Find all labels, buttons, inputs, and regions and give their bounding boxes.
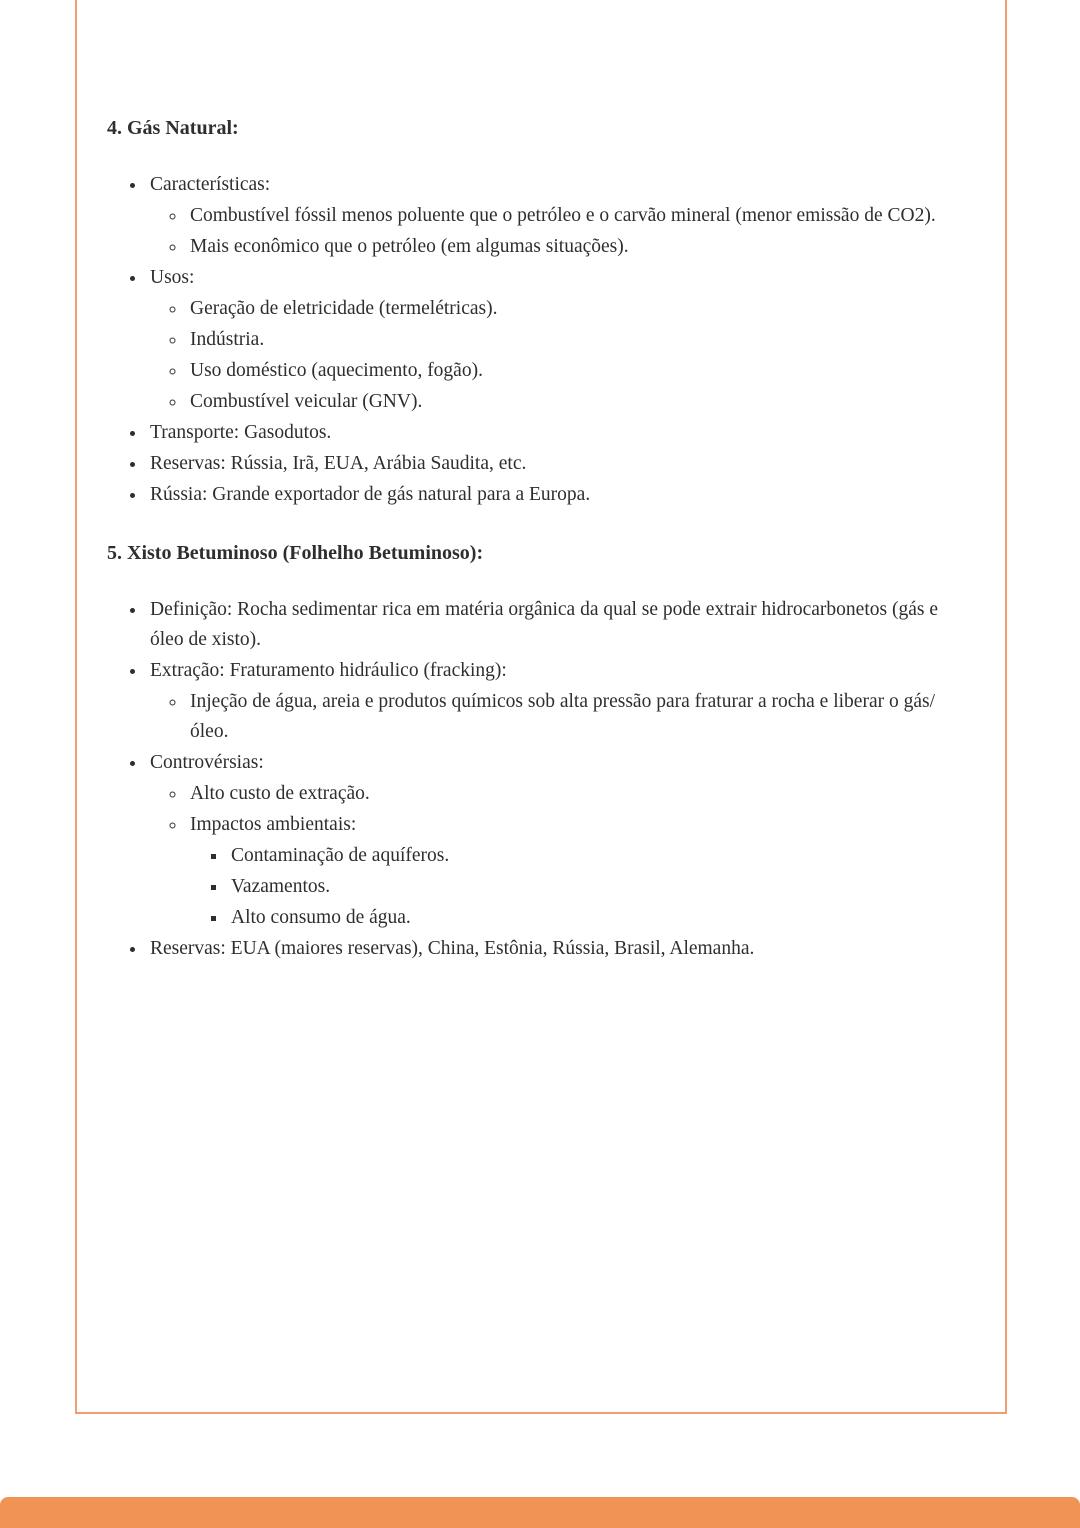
list-item-text: Reservas: Rússia, Irã, EUA, Arábia Saudita, etc.	[150, 453, 527, 474]
section-heading: 4. Gás Natural:	[107, 117, 239, 139]
list-item-text: Combustível veicular (GNV).	[190, 391, 423, 412]
page-content	[77, 0, 1005, 964]
list-item	[147, 417, 959, 448]
bullet-list-level-3	[228, 840, 959, 933]
list-item	[187, 809, 959, 933]
list-item	[147, 479, 959, 510]
list-item	[147, 655, 959, 747]
list-item-text: Transporte: Gasodutos.	[150, 422, 332, 443]
list-item-text: Rússia: Grande exportador de gás natural para a Europa.	[150, 484, 591, 505]
list-item-text: Alto consumo de água.	[231, 907, 411, 928]
list-item-text: Impactos ambientais:	[190, 814, 357, 835]
list-item-text: Usos:	[150, 267, 195, 288]
document-page	[75, 0, 1007, 1414]
section-heading: 5. Xisto Betuminoso (Folhelho Betuminoso):	[107, 542, 484, 564]
list-item-text: Definição: Rocha sedimentar rica em matéria orgânica da qual se pode extrair hidrocarbonetos (gás e óleo de xisto).	[150, 599, 938, 650]
bullet-list-level-1	[147, 169, 959, 510]
list-item	[147, 594, 959, 655]
list-item-text: Contaminação de aquíferos.	[231, 845, 450, 866]
list-item-text: Uso doméstico (aquecimento, fogão).	[190, 360, 483, 381]
bullet-list-level-1	[147, 594, 959, 964]
list-item	[147, 169, 959, 262]
list-item-text: Mais econômico que o petróleo (em algumas situações).	[190, 236, 629, 257]
list-item-text: Características:	[150, 174, 271, 195]
bullet-list-level-2	[187, 686, 959, 747]
bullet-list-level-2	[187, 200, 959, 262]
list-item	[187, 231, 959, 262]
list-item	[147, 747, 959, 933]
list-item	[147, 262, 959, 417]
list-item	[228, 840, 959, 871]
bullet-list-level-2	[187, 778, 959, 933]
footer-accent-bar	[0, 1497, 1080, 1528]
list-item	[147, 933, 959, 964]
list-item	[187, 386, 959, 417]
list-item	[187, 778, 959, 809]
list-item	[187, 200, 959, 231]
list-item	[187, 324, 959, 355]
list-item	[187, 293, 959, 324]
bullet-list-level-2	[187, 293, 959, 417]
section-gas-natural	[107, 114, 959, 510]
list-item	[147, 448, 959, 479]
list-item-text: Combustível fóssil menos poluente que o petróleo e o carvão mineral (menor emissão de CO2).	[190, 205, 936, 226]
list-item-text: Indústria.	[190, 329, 265, 350]
list-item-text: Extração: Fraturamento hidráulico (fracking):	[150, 660, 507, 681]
list-item	[228, 871, 959, 902]
list-item-text: Geração de eletricidade (termelétricas).	[190, 298, 498, 319]
list-item-text: Injeção de água, areia e produtos químicos sob alta pressão para fraturar a rocha e liberar o gás/óleo.	[190, 691, 935, 742]
list-item-text: Controvérsias:	[150, 752, 264, 773]
list-item	[187, 355, 959, 386]
list-item	[228, 902, 959, 933]
list-item-text: Alto custo de extração.	[190, 783, 370, 804]
section-xisto-betuminoso	[107, 539, 959, 964]
list-item	[187, 686, 959, 747]
list-item-text: Reservas: EUA (maiores reservas), China, Estônia, Rússia, Brasil, Alemanha.	[150, 938, 755, 959]
list-item-text: Vazamentos.	[231, 876, 331, 897]
